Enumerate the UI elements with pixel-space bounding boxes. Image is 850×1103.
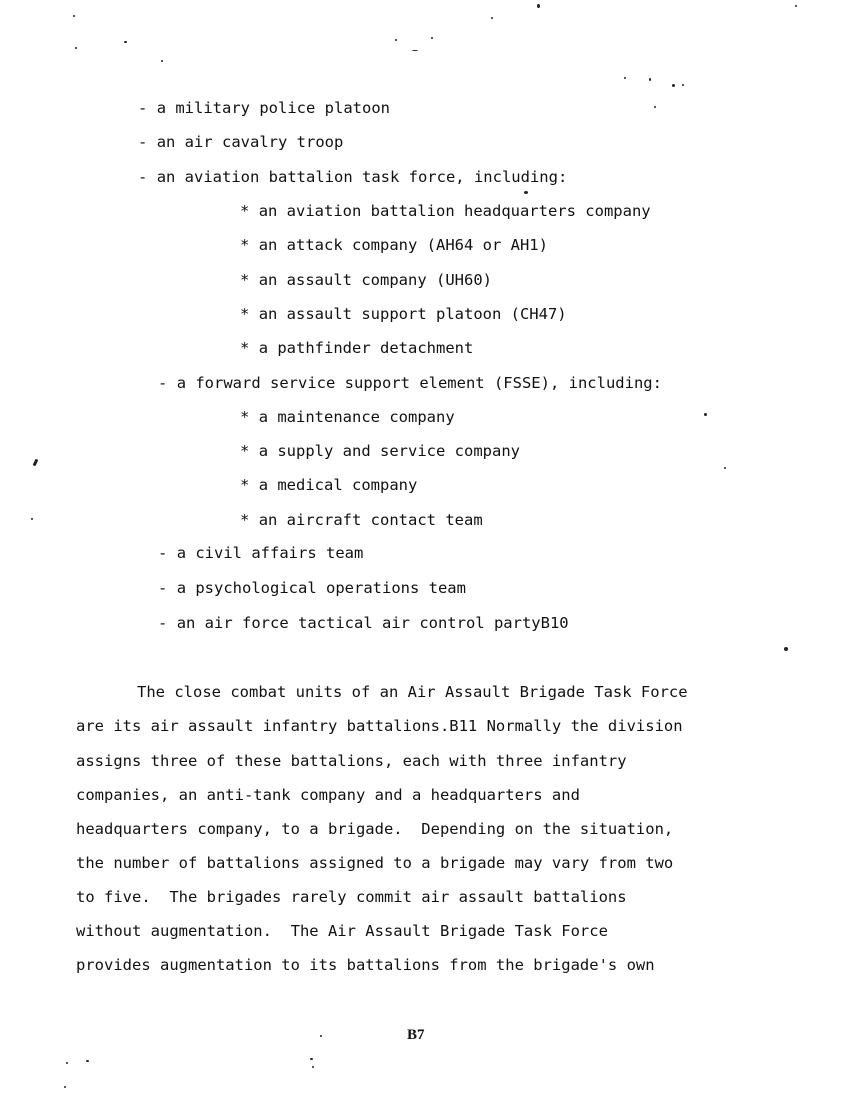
list-item-text: an assault company (UH60) bbox=[258, 271, 492, 289]
speck bbox=[784, 647, 788, 651]
speck bbox=[161, 60, 163, 62]
list-item-text: an air cavalry troop bbox=[156, 133, 344, 151]
sub-list-item bbox=[240, 475, 417, 495]
asterisk-marker: * bbox=[240, 236, 250, 254]
dash-marker: - bbox=[158, 374, 168, 392]
asterisk-marker: * bbox=[240, 408, 250, 426]
list-item bbox=[158, 373, 662, 393]
speck bbox=[524, 191, 528, 194]
paragraph-line: The close combat units of an Air Assault Brigade Task Force bbox=[137, 683, 688, 701]
speck bbox=[73, 15, 75, 17]
asterisk-marker: * bbox=[240, 339, 250, 357]
speck bbox=[412, 50, 418, 51]
speck bbox=[491, 17, 493, 19]
asterisk-marker: * bbox=[240, 442, 250, 460]
speck bbox=[33, 459, 39, 467]
list-item-text: a military police platoon bbox=[156, 99, 390, 117]
paragraph-line: to five. The brigades rarely commit air assault battalions bbox=[76, 888, 627, 906]
sub-list-item bbox=[240, 441, 520, 461]
list-item-text: a pathfinder detachment bbox=[258, 339, 474, 357]
speck bbox=[66, 1062, 68, 1064]
list-item-text: an air force tactical air control partyB10 bbox=[176, 614, 569, 632]
speck bbox=[724, 467, 726, 469]
speck bbox=[310, 1058, 313, 1060]
speck bbox=[654, 106, 656, 108]
dash-marker: - bbox=[138, 133, 148, 151]
paragraph-line: the number of battalions assigned to a brigade may vary from two bbox=[76, 854, 674, 872]
paragraph-line: companies, an anti-tank company and a headquarters and bbox=[76, 786, 580, 804]
sub-list-item bbox=[240, 407, 455, 427]
paragraph-line: provides augmentation to its battalions from the brigade's own bbox=[76, 956, 655, 974]
list-item bbox=[138, 132, 343, 152]
list-item bbox=[138, 98, 390, 118]
paragraph-line: headquarters company, to a brigade. Depending on the situation, bbox=[76, 820, 674, 838]
asterisk-marker: * bbox=[240, 305, 250, 323]
speck bbox=[649, 78, 651, 81]
speck bbox=[395, 39, 397, 41]
paragraph-line: assigns three of these battalions, each with three infantry bbox=[76, 752, 627, 770]
list-item-text: a civil affairs team bbox=[176, 544, 364, 562]
speck bbox=[682, 84, 684, 86]
asterisk-marker: * bbox=[240, 202, 250, 220]
speck bbox=[537, 4, 540, 8]
asterisk-marker: * bbox=[240, 271, 250, 289]
speck bbox=[124, 41, 127, 43]
list-item-text: a medical company bbox=[258, 476, 418, 494]
speck bbox=[64, 1086, 66, 1088]
list-item-text: a supply and service company bbox=[258, 442, 520, 460]
speck bbox=[624, 77, 626, 79]
dash-marker: - bbox=[158, 579, 168, 597]
speck bbox=[75, 47, 77, 49]
list-item bbox=[158, 543, 363, 563]
list-item-text: an aircraft contact team bbox=[258, 511, 483, 529]
dash-marker: - bbox=[158, 544, 168, 562]
sub-list-item bbox=[240, 338, 473, 358]
speck bbox=[312, 1066, 314, 1068]
speck bbox=[320, 1035, 322, 1037]
speck bbox=[704, 413, 707, 416]
speck bbox=[86, 1060, 89, 1062]
asterisk-marker: * bbox=[240, 511, 250, 529]
sub-list-item bbox=[240, 510, 483, 530]
list-item-text: a forward service support element (FSSE), including: bbox=[176, 374, 662, 392]
list-item-text: an assault support platoon (CH47) bbox=[258, 305, 567, 323]
asterisk-marker: * bbox=[240, 476, 250, 494]
list-item bbox=[158, 578, 466, 598]
page-number: B7 bbox=[407, 1027, 425, 1043]
speck bbox=[31, 518, 33, 520]
sub-list-item bbox=[240, 304, 567, 324]
paragraph-line: are its air assault infantry battalions.B11 Normally the division bbox=[76, 717, 683, 735]
speck bbox=[795, 5, 797, 7]
list-item-text: a psychological operations team bbox=[176, 579, 466, 597]
list-item-text: a maintenance company bbox=[258, 408, 455, 426]
list-item-text: an aviation battalion task force, including: bbox=[156, 168, 568, 186]
sub-list-item bbox=[240, 235, 548, 255]
list-item bbox=[138, 167, 567, 187]
sub-list-item bbox=[240, 270, 492, 290]
sub-list-item bbox=[240, 201, 651, 221]
list-item bbox=[158, 613, 569, 633]
dash-marker: - bbox=[158, 614, 168, 632]
list-item-text: an attack company (AH64 or AH1) bbox=[258, 236, 548, 254]
speck bbox=[431, 37, 433, 39]
list-item-text: an aviation battalion headquarters company bbox=[258, 202, 651, 220]
speck bbox=[672, 84, 675, 87]
dash-marker: - bbox=[138, 168, 148, 186]
paragraph-line: without augmentation. The Air Assault Brigade Task Force bbox=[76, 922, 608, 940]
dash-marker: - bbox=[138, 99, 148, 117]
